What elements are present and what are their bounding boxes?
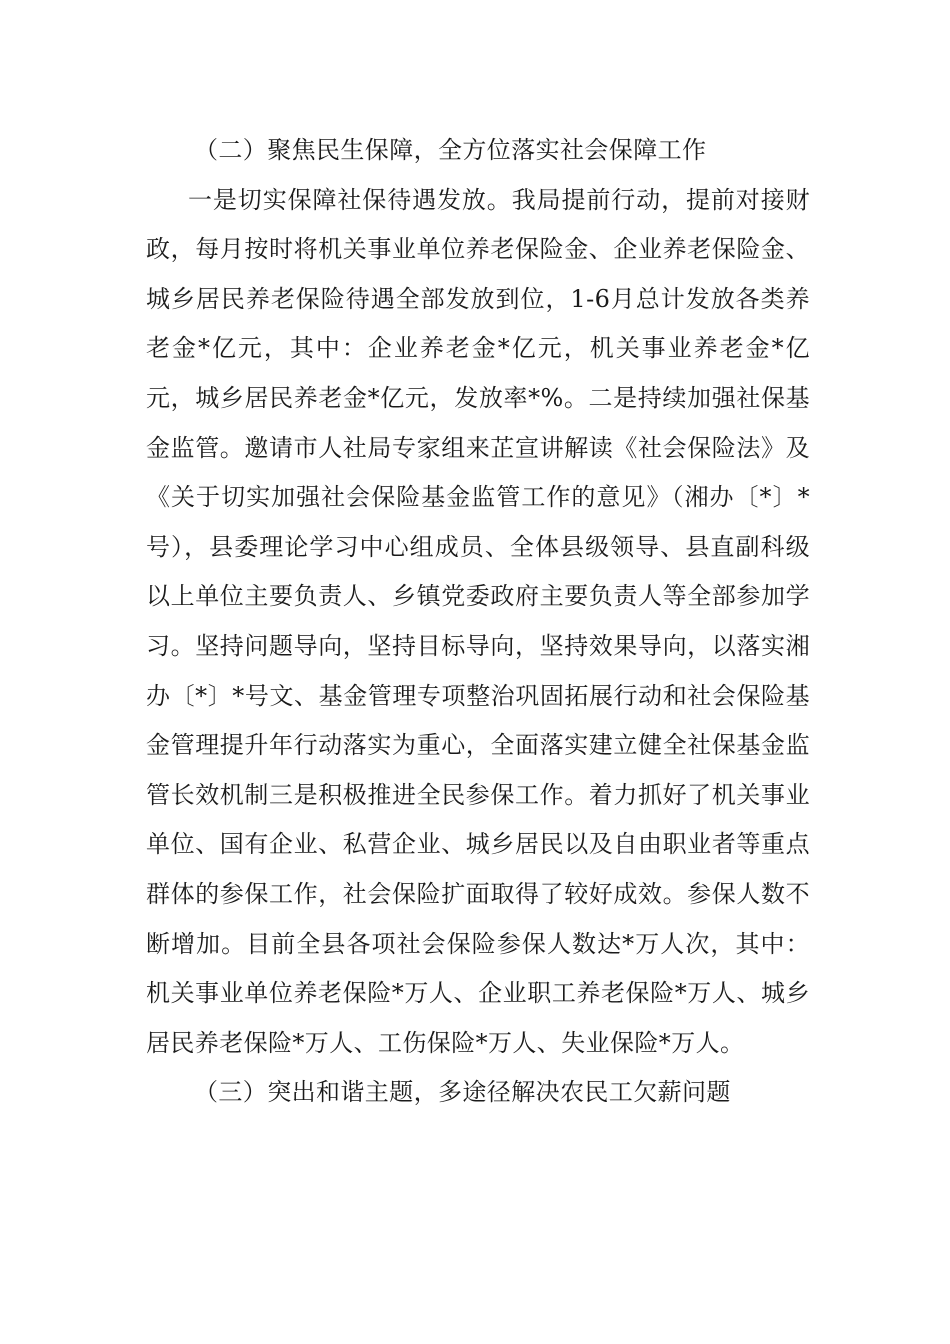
body-paragraph: 一是切实保障社保待遇发放。我局提前行动，提前对接财政，每月按时将机关事业单位养老保险金、企业养老保险金、城乡居民养老保险待遇全部发放到位，1-6月总计发放各类养老金*亿元，其中：企业养老金*亿元，机关事业养老金*亿元，城乡居民养老金*亿元，发放率*%。二是持续加强社保基金监管。邀请市人社局专家组来芷宣讲解读《社会保险法》及《关于切实加强社会保险基金监管工作的意见》（湘办〔*〕*号），县委理论学习中心组成员、全体县级领导、县直副科级以上单位主要负责人、乡镇党委政府主要负责人等全部参加学习。坚持问题导向，坚持目标导向，坚持效果导向，以落实湘办〔*〕*号文、基金管理专项整治巩固拓展行动和社会保险基金管理提升年行动落实为重心，全面落实建立健全社保基金监管长效机制三是积极推进全民参保工作。着力抓好了机关事业单位、国有企业、私营企业、城乡居民以及自由职业者等重点群体的参保工作，社会保险扩面取得了较好成效。参保人数不断增加。目前全县各项社会保险参保人数达*万人次，其中：机关事业单位养老保险*万人、企业职工养老保险*万人、城乡居民养老保险*万人、工伤保险*万人、失业保险*万人。 <box>146 185 810 1057</box>
section-heading-2: （二）聚焦民生保障，全方位落实社会保障工作 <box>194 136 707 164</box>
document-content <box>146 126 810 1118</box>
section-heading-3: （三）突出和谐主题，多途径解决农民工欠薪问题 <box>194 1078 731 1107</box>
